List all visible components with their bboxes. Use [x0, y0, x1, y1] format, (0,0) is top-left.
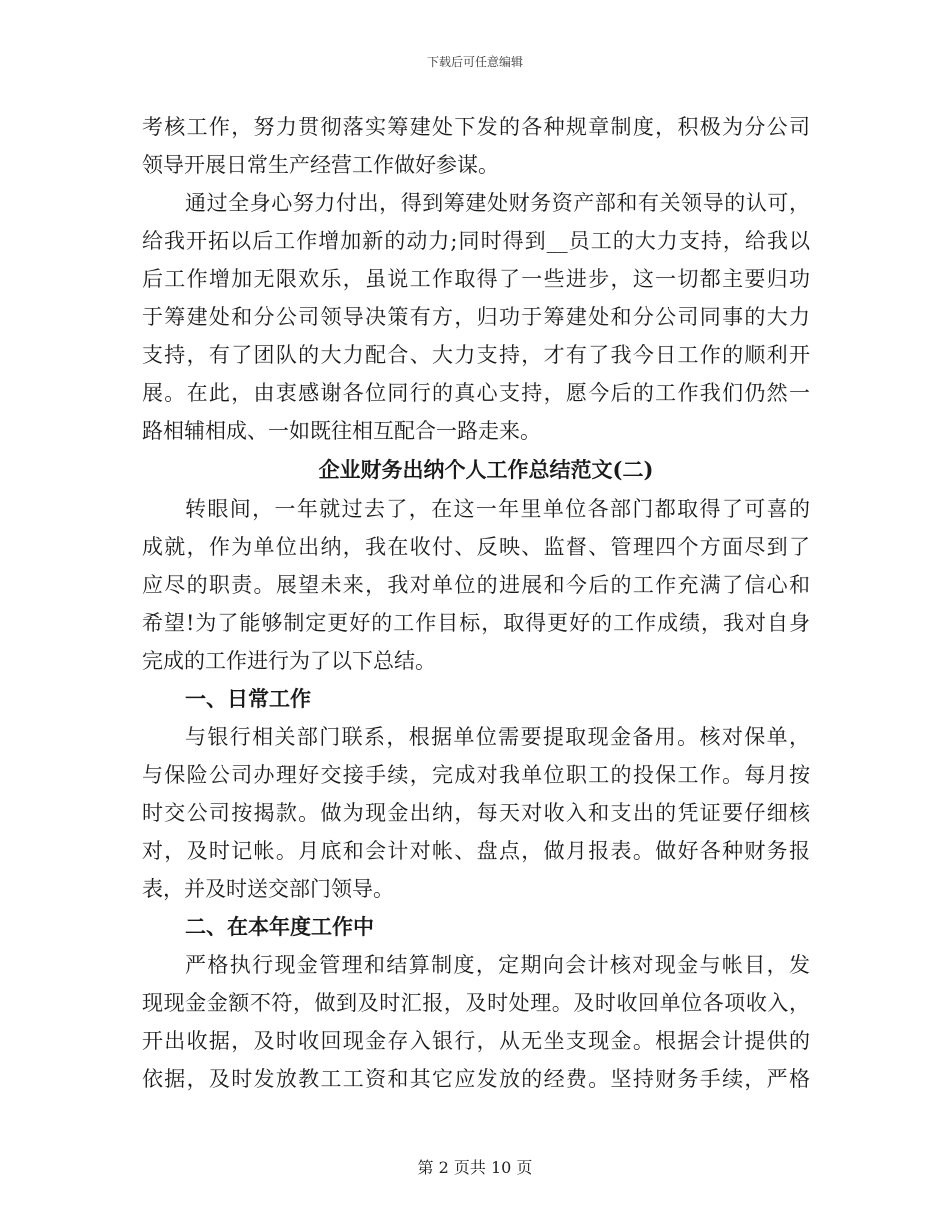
body-line: 对，及时记帐。月底和会计对帐、盘点，做月报表。做好各种财务报 [142, 839, 810, 863]
body-line: 与保险公司办理好交接手续，完成对我单位职工的投保工作。每月按 [142, 763, 810, 787]
document-body [142, 108, 810, 1098]
body-line: 转眼间，一年就过去了，在这一年里单位各部门都取得了可喜的 [185, 497, 810, 521]
section-heading: 一、日常工作 [185, 686, 311, 711]
body-line: 考核工作，努力贯彻落实筹建处下发的各种规章制度，积极为分公司 [142, 115, 810, 139]
body-line: 时交公司按揭款。做为现金出纳，每天对收入和支出的凭证要仔细核 [142, 801, 810, 825]
body-line: 路相辅相成、一如既往相互配合一路走来。 [142, 419, 541, 443]
body-line: 完成的工作进行为了以下总结。 [142, 649, 436, 673]
body-line: 应尽的职责。展望未来，我对单位的进展和今后的工作充满了信心和 [142, 573, 810, 597]
body-line: 给我开拓以后工作增加新的动力;同时得到__员工的大力支持，给我以 [142, 229, 810, 253]
body-line: 希望!为了能够制定更好的工作目标，取得更好的工作成绩，我对自身 [142, 611, 810, 635]
page-footer: 第 2 页共 10 页 [417, 1158, 533, 1177]
body-line: 开出收据，及时收回现金存入银行，从无坐支现金。根据会计提供的 [142, 1029, 810, 1053]
page-header: 下载后可任意编辑 [426, 55, 523, 69]
body-line: 于筹建处和分公司领导决策有方，归功于筹建处和分公司同事的大力 [142, 305, 810, 329]
body-line: 与银行相关部门联系，根据单位需要提取现金备用。核对保单， [185, 725, 810, 749]
body-line: 现现金金额不符，做到及时汇报，及时处理。及时收回单位各项收入， [142, 991, 810, 1015]
body-line: 依据，及时发放教工工资和其它应发放的经费。坚持财务手续，严格 [142, 1067, 810, 1091]
body-line: 成就，作为单位出纳，我在收付、反映、监督、管理四个方面尽到了 [142, 535, 810, 559]
body-line: 领导开展日常生产经营工作做好参谋。 [142, 153, 499, 177]
body-line: 通过全身心努力付出，得到筹建处财务资产部和有关领导的认可， [185, 191, 810, 215]
body-line: 严格执行现金管理和结算制度，定期向会计核对现金与帐目，发 [185, 953, 810, 977]
body-line: 表，并及时送交部门领导。 [142, 877, 394, 901]
section-heading: 二、在本年度工作中 [185, 914, 374, 939]
section-title: 企业财务出纳个人工作总结范文(二) [318, 457, 654, 482]
body-line: 支持，有了团队的大力配合、大力支持，才有了我今日工作的顺利开 [142, 343, 810, 367]
body-line: 展。在此，由衷感谢各位同行的真心支持，愿今后的工作我们仍然一 [142, 381, 810, 405]
body-line: 后工作增加无限欢乐，虽说工作取得了一些进步，这一切都主要归功 [142, 267, 810, 291]
